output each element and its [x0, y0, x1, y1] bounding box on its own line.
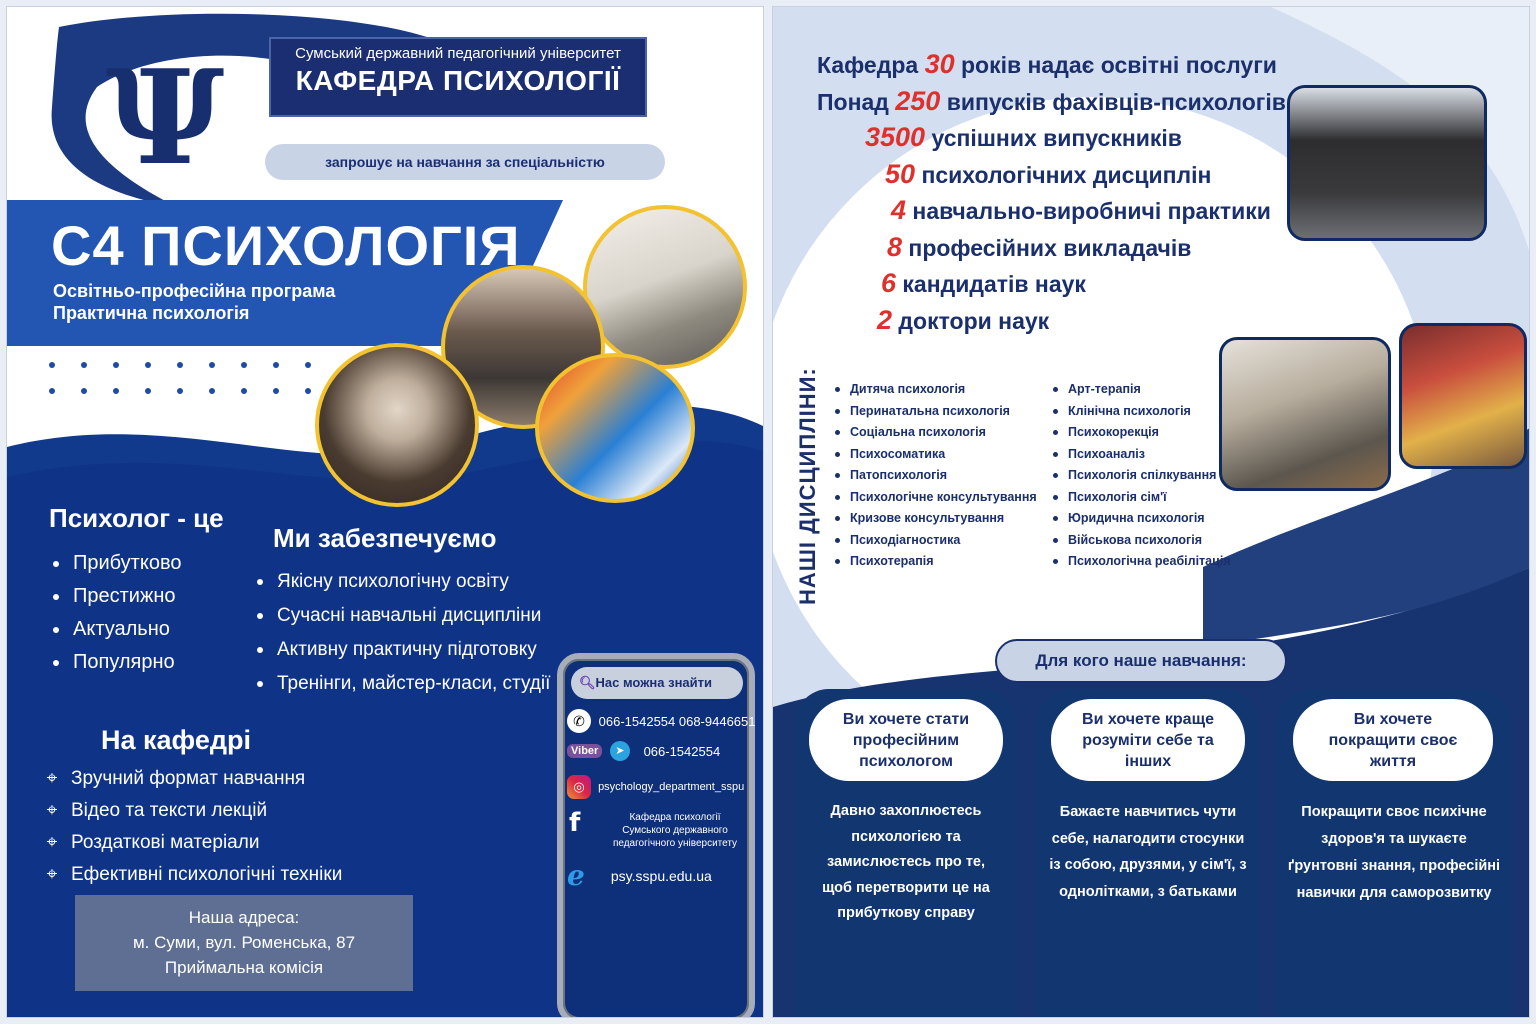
disciplines-label: НАШІ ДИСЦИПЛІНИ: — [795, 367, 820, 605]
provide-list — [257, 565, 550, 701]
audience-title-pill: Для кого наше навчання: — [995, 639, 1287, 683]
audience-card-3-body: Покращити своє психічне здоров'я та шукаєте ґрунтовні знання, професійні навички для саморозвитку — [1287, 804, 1501, 901]
list-item: Психологічне консультування — [835, 487, 1037, 509]
phone-row — [567, 709, 756, 733]
list-item: Психодіагностика — [835, 530, 1037, 552]
psi-logo: Ψ — [105, 41, 225, 194]
facebook-icon[interactable]: f — [569, 808, 581, 838]
address-label: Наша адреса: — [188, 908, 300, 927]
right-flyer-page — [772, 6, 1530, 1018]
stat-line: 4 навчально-виробничі практики — [891, 195, 1271, 225]
list-item: Якісну психологічну освіту — [257, 565, 550, 599]
list-item: Арт-терапія — [1053, 379, 1231, 401]
psychologist-heading: Психолог - це — [49, 503, 224, 533]
list-item: Активну практичну підготовку — [257, 633, 550, 667]
list-item: Сучасні навчальні дисципліни — [257, 599, 550, 633]
provide-heading: Ми забезпечуємо — [273, 523, 497, 553]
stat-line: 2 доктори наук — [877, 304, 1050, 335]
address-box — [75, 895, 413, 991]
list-item: Популярно — [53, 646, 181, 679]
search-icon: 🔍︎ — [579, 675, 596, 690]
list-item: Психокорекція — [1053, 422, 1231, 444]
freud-portrait-photo — [315, 343, 479, 507]
address-office: Приймальна комісія — [164, 958, 324, 977]
stats-block — [773, 47, 1293, 339]
telegram-icon[interactable]: ➤ — [610, 741, 630, 761]
list-item: Психологічна реабілітація — [1053, 551, 1231, 573]
list-item: Перинатальна психологія — [835, 401, 1037, 423]
stat-line: 6 кандидатів наук — [881, 268, 1086, 298]
target-icon: ⌖ — [46, 864, 58, 885]
invite-pill: запрошує на навчання за спеціальністю — [265, 144, 665, 180]
list-item: Психологія сім'ї — [1053, 487, 1231, 509]
messenger-row — [567, 741, 753, 761]
classroom-photo — [1219, 337, 1391, 491]
list-item: Престижно — [53, 580, 181, 613]
list-item: Військова психологія — [1053, 530, 1231, 552]
list-item: ⌖ Зручний формат навчання — [41, 763, 342, 795]
target-icon: ⌖ — [46, 768, 58, 789]
viber-icon[interactable]: Viber — [567, 744, 602, 758]
list-item: Психотерапія — [835, 551, 1037, 573]
phone-icon: ✆ — [567, 709, 591, 733]
disciplines-column-1 — [835, 379, 1037, 573]
art-therapy-photo — [535, 353, 695, 503]
phone-numbers[interactable]: 066-1542554 068-9446651 — [598, 713, 756, 729]
facebook-line-1[interactable]: Кафедра психології — [629, 812, 721, 823]
department-features-list — [41, 763, 342, 891]
stat-line: 8 професійних викладачів — [887, 231, 1192, 262]
lecture-hall-photo — [583, 205, 747, 369]
list-item: Актуально — [53, 613, 181, 646]
website-row — [567, 859, 753, 892]
audience-card-1-body: Давно захоплюєтесь психологією та замислюєтесь про те, щоб перетворити це на прибуткову справу — [822, 803, 990, 921]
target-icon: ⌖ — [46, 832, 58, 853]
viber-phone[interactable]: 066-1542554 — [643, 743, 721, 759]
department-features-heading: На кафедрі — [101, 725, 251, 755]
audience-card-2-head: Ви хочете краще розуміти себе та інших — [1051, 699, 1245, 781]
contacts-title-pill: 🔍︎Нас можна знайти — [571, 667, 743, 699]
program-line-2: Практична психологія — [53, 303, 250, 323]
list-item: ⌖ Роздаткові матеріали — [41, 827, 342, 859]
stat-line: Понад 250 випусків фахівців-психологів — [817, 85, 1286, 116]
list-item: Тренінги, майстер-класи, студії — [257, 667, 550, 701]
stat-line: 3500 успішних випускників — [865, 122, 1182, 152]
website-link[interactable]: psy.sspu.edu.ua — [610, 868, 712, 884]
disciplines-column-2 — [1053, 379, 1231, 573]
psychologist-list — [53, 547, 181, 679]
target-icon: ⌖ — [46, 800, 58, 821]
instagram-icon[interactable]: ◎ — [567, 775, 591, 799]
list-item: Дитяча психологія — [835, 379, 1037, 401]
address-street: м. Суми, вул. Роменська, 87 — [132, 933, 356, 952]
department-name: КАФЕДРА ПСИХОЛОГІЇ — [295, 65, 621, 96]
stat-line: 50 психологічних дисциплін — [885, 158, 1212, 189]
list-item: Прибутково — [53, 547, 181, 580]
workshop-photo — [1399, 323, 1527, 469]
list-item: Психосоматика — [835, 444, 1037, 466]
audience-card-3-head: Ви хочете покращити своє життя — [1293, 699, 1493, 781]
instagram-handle[interactable]: psychology_department_sspu — [598, 781, 745, 793]
list-item: Патопсихологія — [835, 465, 1037, 487]
specialty-title: С4 ПСИХОЛОГІЯ — [51, 214, 521, 277]
university-name: Сумський державний педагогічний університет — [295, 45, 621, 62]
decorative-dot-grid — [47, 359, 337, 399]
list-item: ⌖ Відео та тексти лекцій — [41, 795, 342, 827]
facebook-line-2[interactable]: Сумського державного — [622, 825, 728, 836]
audience-card-1-head: Ви хочете стати професійним психологом — [809, 699, 1003, 781]
program-line-1: Освітньо-професійна програма — [53, 281, 336, 301]
list-item: Соціальна психологія — [835, 422, 1037, 444]
list-item: Юридична психологія — [1053, 508, 1231, 530]
stat-line: Кафедра 30 років надає освітні послуги — [817, 49, 1277, 79]
instagram-row — [567, 775, 753, 799]
browser-icon[interactable]: e — [567, 859, 585, 892]
list-item: ⌖ Ефективні психологічні техніки — [41, 859, 342, 891]
left-flyer-page — [6, 6, 764, 1018]
list-item: Психоаналіз — [1053, 444, 1231, 466]
list-item: Клінічна психологія — [1053, 401, 1231, 423]
facebook-line-3[interactable]: педагогічного університету — [612, 838, 738, 849]
audience-card-2-body: Бажаєте навчитись чути себе, налагодити стосунки із собою, друзями, у сім'ї, з однолітками, з батьками — [1049, 804, 1247, 900]
list-item: Кризове консультування — [835, 508, 1037, 530]
facebook-row — [567, 808, 753, 850]
list-item: Психологія спілкування — [1053, 465, 1231, 487]
graduation-photo — [1287, 85, 1487, 241]
